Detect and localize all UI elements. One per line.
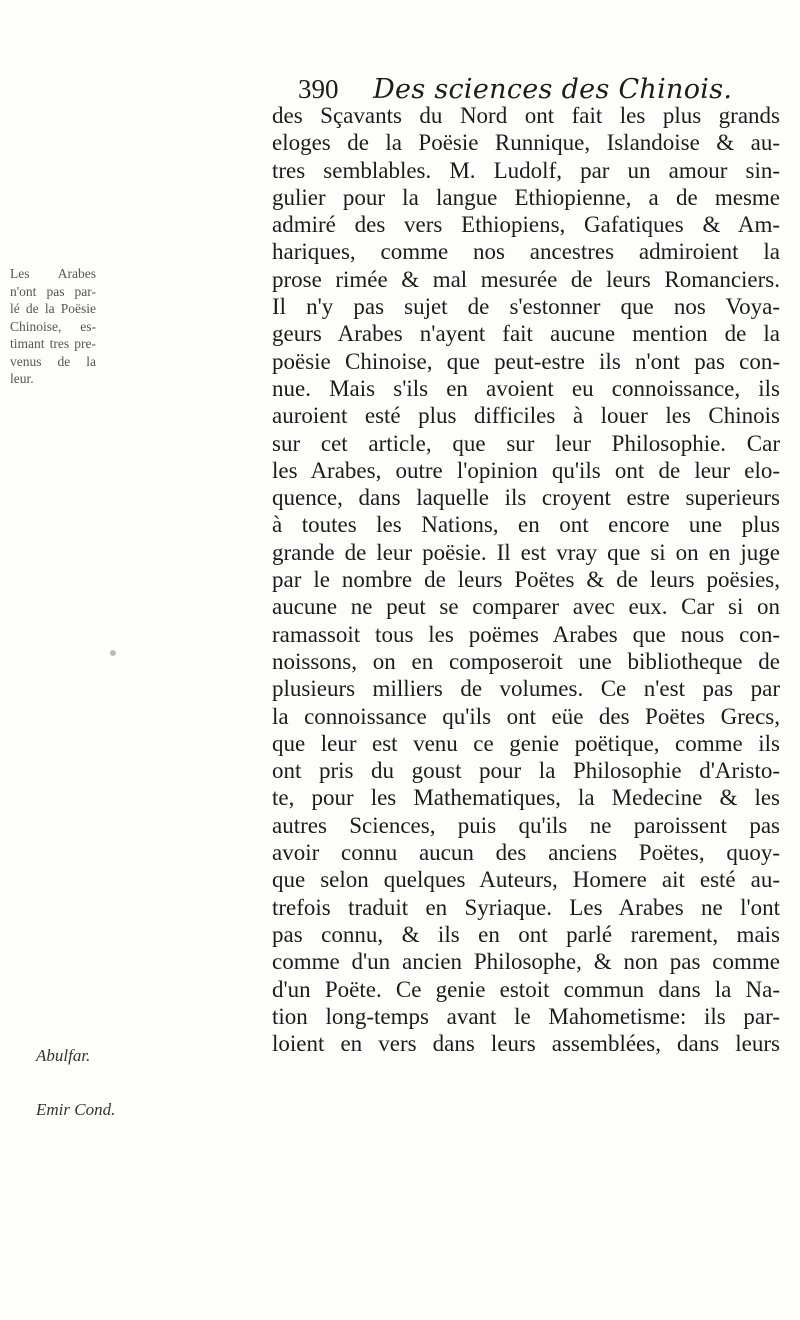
margin-ref-abulfar: Abulfar. xyxy=(36,1046,91,1065)
text-line: pas connu, & ils en ont parlé rarement, mais xyxy=(272,921,780,947)
margin-note-line: Chinoise, es- xyxy=(10,318,96,334)
text-line: grande de leur poësie. Il est vray que si on en juge xyxy=(272,539,780,565)
text-line: trefois traduit en Syriaque. Les Arabes ne l'ont xyxy=(272,894,780,920)
text-line: loient en vers dans leurs assemblées, dans leurs xyxy=(272,1031,780,1057)
margin-note-line: venus de la xyxy=(10,353,96,369)
text-line: à toutes les Nations, en ont encore une plus xyxy=(272,512,780,538)
margin-ref-emir-cond: Emir Cond. xyxy=(36,1100,116,1119)
text-line: ont pris du goust pour la Philosophie d'Aristo- xyxy=(272,758,780,784)
margin-note xyxy=(10,265,96,388)
text-line: les Arabes, outre l'opinion qu'ils ont de leur elo- xyxy=(272,457,780,483)
margin-note-line: timant tres pre- xyxy=(10,336,96,351)
text-line: hariques, comme nos ancestres admiroient la xyxy=(272,239,780,265)
text-line: d'un Poëte. Ce genie estoit commun dans la Na- xyxy=(272,976,780,1002)
text-line: te, pour les Mathematiques, la Medecine & les xyxy=(272,785,780,811)
text-line: autres Sciences, puis qu'ils ne paroissent pas xyxy=(272,812,780,838)
text-line: des Sçavants du Nord ont fait les plus grands xyxy=(272,103,780,128)
margin-note-line: Les Arabes xyxy=(10,266,96,281)
margin-note-line: n'ont pas par- xyxy=(10,283,96,299)
body-text xyxy=(272,102,780,1057)
text-line: gulier pour la langue Ethiopienne, a de mesme xyxy=(272,184,780,210)
text-line: tres semblables. M. Ludolf, par un amour sin- xyxy=(272,157,780,183)
margin-note-line: lé de la Poësie xyxy=(10,301,96,316)
text-line: Il n'y pas sujet de s'estonner que nos Voya- xyxy=(272,294,780,320)
running-title: Des sciences des Chinois. xyxy=(373,74,733,105)
text-line: auroient esté plus difficiles à louer les Chinois xyxy=(272,403,780,429)
text-line: poësie Chinoise, que peut-estre ils n'ont pas con- xyxy=(272,348,780,374)
text-line: prose rimée & mal mesurée de leurs Romanciers. xyxy=(272,266,780,292)
ink-speck xyxy=(110,650,116,656)
text-line: plusieurs milliers de volumes. Ce n'est pas par xyxy=(272,676,780,702)
text-line: sur cet article, que sur leur Philosophie. Car xyxy=(272,430,780,456)
text-line: que selon quelques Auteurs, Homere ait esté au- xyxy=(272,867,780,893)
text-line: que leur est venu ce genie poëtique, comme ils xyxy=(272,730,780,756)
margin-note-line: leur. xyxy=(10,371,34,386)
page-number: 390 xyxy=(298,74,339,104)
text-line: ramassoit tous les poëmes Arabes que nous con- xyxy=(272,621,780,647)
text-line: comme d'un ancien Philosophe, & non pas comme xyxy=(272,949,780,975)
text-line: par le nombre de leurs Poëtes & de leurs poësies, xyxy=(272,567,780,593)
text-line: nue. Mais s'ils en avoient eu connoissance, ils xyxy=(272,375,780,401)
text-line: avoir connu aucun des anciens Poëtes, quoy- xyxy=(272,840,780,866)
text-line: tion long-temps avant le Mahometisme: ils par- xyxy=(272,1003,780,1029)
text-line: geurs Arabes n'ayent fait aucune mention de la xyxy=(272,321,780,347)
text-line: eloges de la Poësie Runnique, Islandoise & au- xyxy=(272,130,780,156)
text-line: quence, dans laquelle ils croyent estre superieurs xyxy=(272,485,780,511)
text-line: admiré des vers Ethiopiens, Gafatiques & Am- xyxy=(272,212,780,238)
page-header xyxy=(298,72,733,106)
text-line: aucune ne peut se comparer avec eux. Car si on xyxy=(272,594,780,620)
text-line: la connoissance qu'ils ont eüe des Poëtes Grecs, xyxy=(272,703,780,729)
text-line: noissons, on en composeroit une bibliotheque de xyxy=(272,648,780,674)
